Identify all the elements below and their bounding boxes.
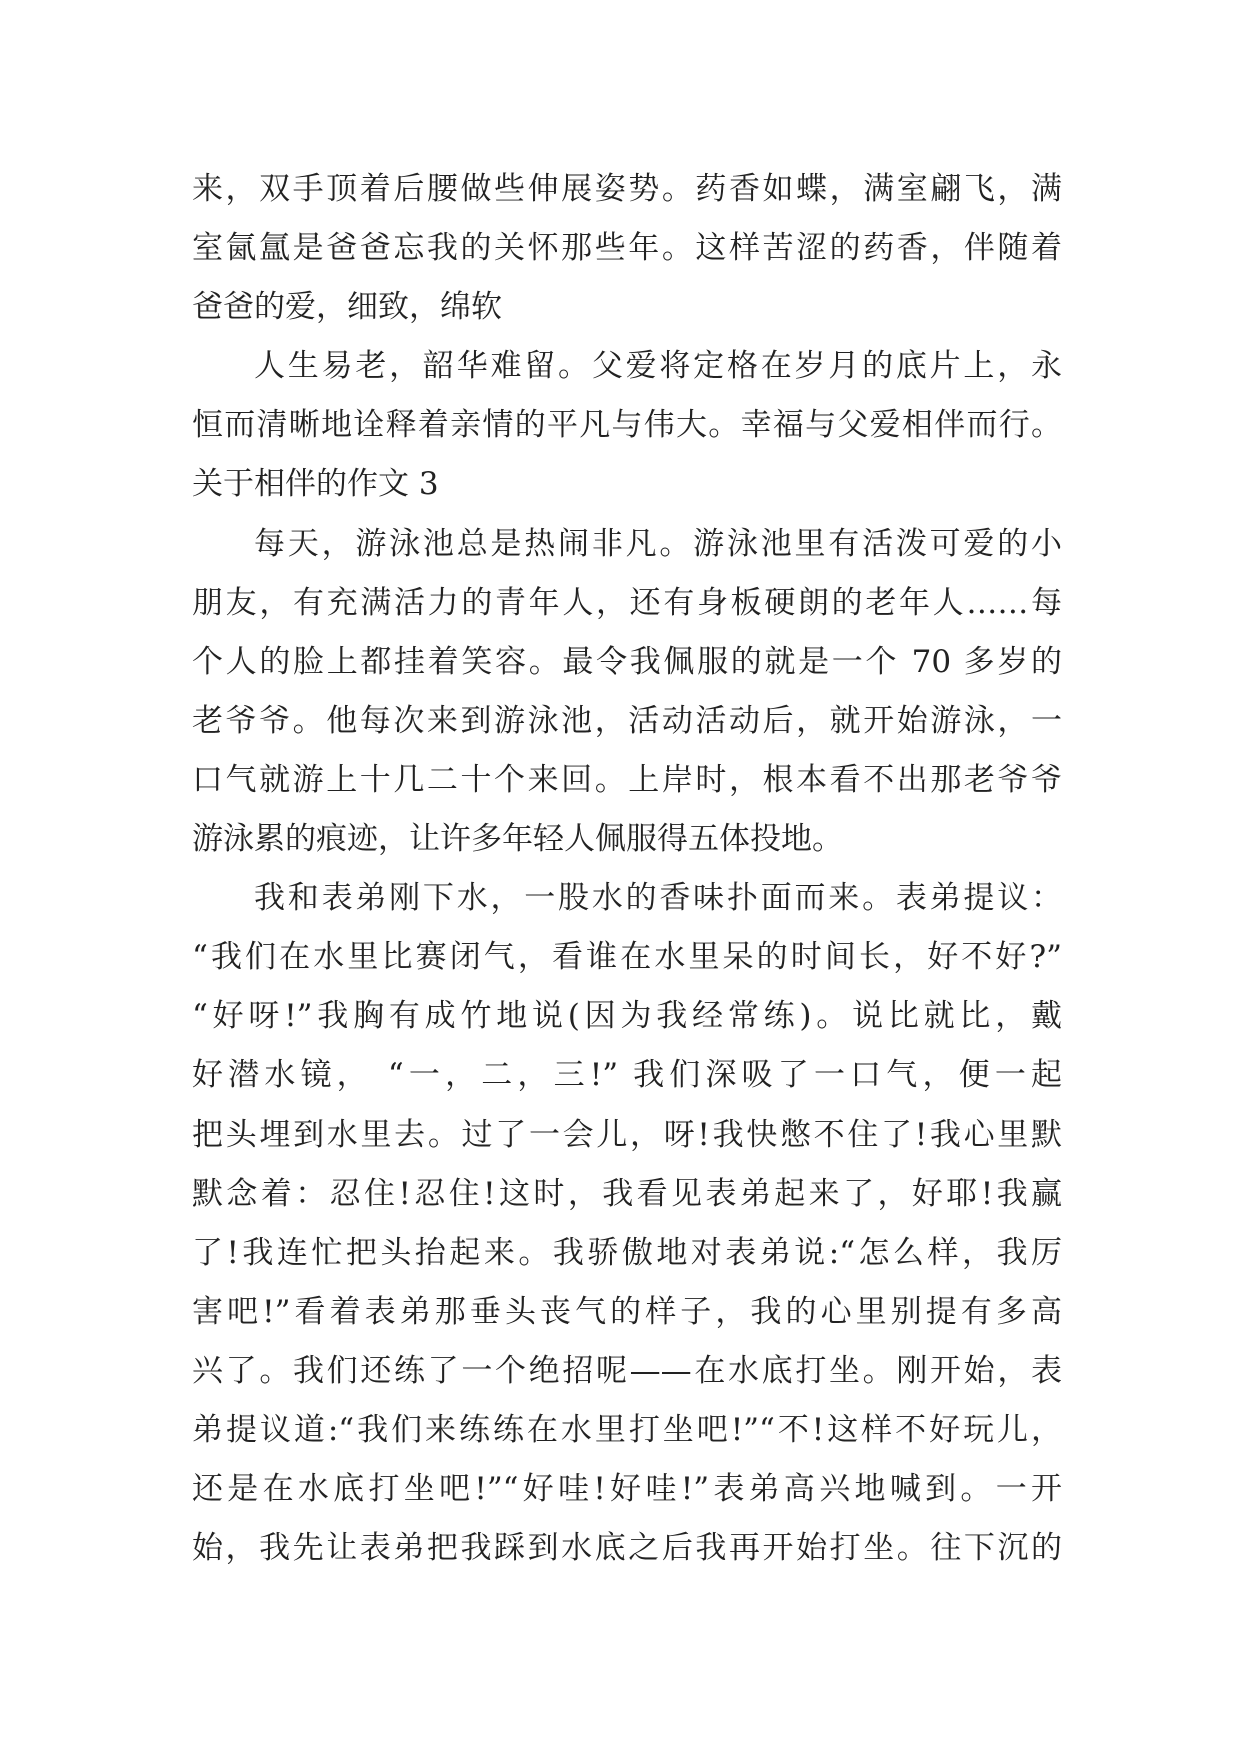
text-line: 个人的脸上都挂着笑容。最令我佩服的就是一个 70 多岁的	[192, 643, 1062, 680]
text-line: 恒而清晰地诠释着亲情的平凡与伟大。幸福与父爱相伴而行。	[192, 407, 1062, 444]
text-line: 好潜水镜， “一，二，三!” 我们深吸了一口气，便一起	[192, 1057, 1062, 1094]
body-text	[192, 160, 1062, 1578]
text-line: 弟提议道:“我们来练练在水里打坐吧!”“不!这样不好玩儿，	[192, 1411, 1062, 1448]
text-line: 我和表弟刚下水，一股水的香味扑面而来。表弟提议：	[254, 880, 1062, 917]
text-line: 爸爸的爱，细致，绵软	[192, 289, 502, 326]
text-line: 游泳累的痕迹，让许多年轻人佩服得五体投地。	[192, 821, 843, 858]
text-line: 口气就游上十几二十个来回。上岸时，根本看不出那老爷爷	[192, 761, 1062, 798]
text-line: 室氤氲是爸爸忘我的关怀那些年。这样苦涩的药香，伴随着	[192, 230, 1062, 267]
text-line: 老爷爷。他每次来到游泳池，活动活动后，就开始游泳，一	[192, 702, 1062, 739]
text-line: 每天，游泳池总是热闹非凡。游泳池里有活泼可爱的小	[254, 525, 1062, 562]
text-line: 把头埋到水里去。过了一会儿，呀!我快憋不住了!我心里默	[192, 1116, 1062, 1153]
text-line: 人生易老，韶华难留。父爱将定格在岁月的底片上，永	[254, 348, 1062, 385]
text-line: 还是在水底打坐吧!”“好哇!好哇!”表弟高兴地喊到。一开	[192, 1471, 1062, 1508]
text-line: “好呀!”我胸有成竹地说(因为我经常练)。说比就比，戴	[192, 998, 1062, 1035]
text-line: 朋友，有充满活力的青年人，还有身板硬朗的老年人……每	[192, 584, 1062, 621]
text-line: “我们在水里比赛闭气，看谁在水里呆的时间长，好不好?”	[192, 939, 1062, 976]
text-line: 了!我连忙把头抬起来。我骄傲地对表弟说:“怎么样，我厉	[192, 1234, 1062, 1271]
text-line: 始，我先让表弟把我踩到水底之后我再开始打坐。往下沉的	[192, 1530, 1062, 1567]
section-heading: 关于相伴的作文 3	[192, 466, 439, 503]
text-line: 害吧!”看着表弟那垂头丧气的样子，我的心里别提有多高	[192, 1293, 1062, 1330]
text-line: 兴了。我们还练了一个绝招呢——在水底打坐。刚开始，表	[192, 1352, 1062, 1389]
text-line: 来，双手顶着后腰做些伸展姿势。药香如蝶，满室翩飞，满	[192, 171, 1062, 207]
text-line: 默念着：忍住!忍住!这时，我看见表弟起来了，好耶!我赢	[192, 1175, 1062, 1212]
